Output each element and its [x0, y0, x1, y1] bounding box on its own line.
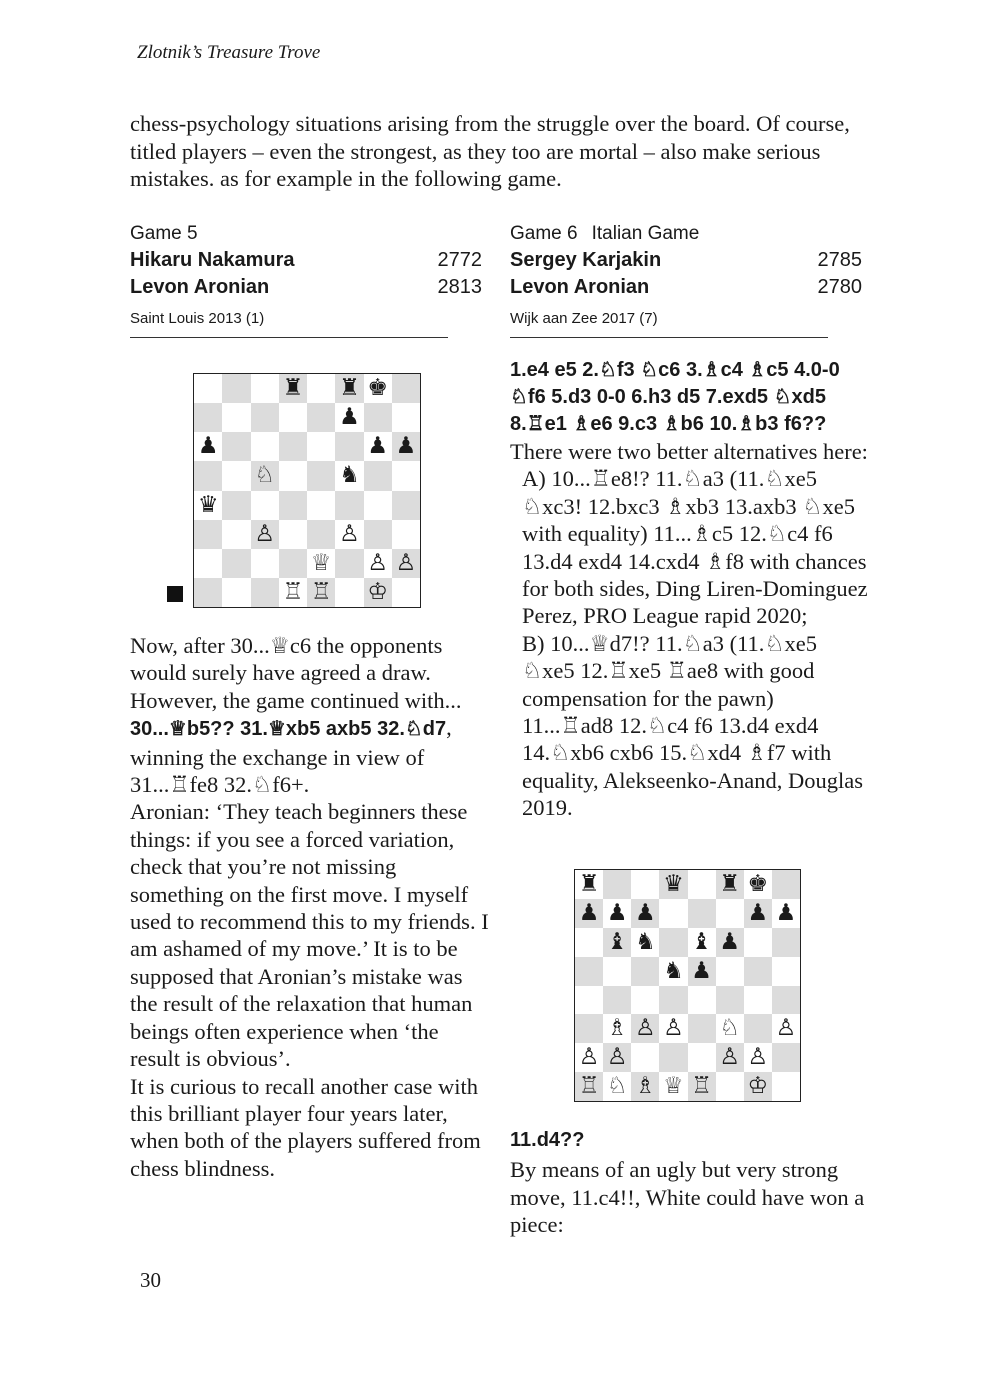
board-square — [575, 1014, 603, 1043]
board-square — [688, 1014, 716, 1043]
player-name: Sergey Karjakin — [510, 249, 662, 271]
commentary-move-line — [130, 714, 490, 798]
board-square — [222, 461, 250, 490]
game5-title: Game 5 — [130, 223, 198, 244]
board-square — [222, 520, 250, 549]
board-square — [392, 520, 420, 549]
game5-white-player — [130, 247, 482, 274]
board-square — [631, 1043, 659, 1072]
black-rook-icon: ♜ — [716, 870, 744, 899]
white-pawn-icon: ♙ — [392, 549, 420, 578]
board-square — [392, 374, 420, 403]
board-square — [688, 899, 716, 928]
page-number: 30 — [140, 1268, 161, 1292]
board-square — [194, 403, 222, 432]
board-square — [364, 520, 392, 549]
commentary-paragraph: It is curious to recall another case with this brilliant player four years later, when both of the players suffered from chess blindness. — [130, 1073, 481, 1181]
white-rook-icon: ♖ — [307, 578, 335, 607]
board-square — [222, 403, 250, 432]
white-knight-icon: ♘ — [716, 1014, 744, 1043]
player-name: Levon Aronian — [130, 276, 270, 298]
board-square — [392, 578, 420, 607]
board-square — [222, 374, 250, 403]
board-square — [194, 461, 222, 490]
player-rating: 2772 — [437, 249, 482, 271]
black-bishop-icon: ♝ — [603, 928, 631, 957]
white-bishop-icon: ♗ — [631, 1072, 659, 1101]
board-square — [631, 870, 659, 899]
black-pawn-icon: ♟ — [335, 403, 363, 432]
board-square — [279, 461, 307, 490]
white-pawn-icon: ♙ — [631, 1014, 659, 1043]
game5-commentary — [130, 632, 490, 1182]
white-pawn-icon: ♙ — [716, 1043, 744, 1072]
board-square — [194, 549, 222, 578]
commentary-paragraph: Now, after 30...♕c6 the opponents would surely have agreed a draw. However, the game continued with... — [130, 633, 462, 713]
board-square — [251, 374, 279, 403]
game6-move-11: 11.d4?? — [510, 1129, 585, 1151]
board-square — [688, 986, 716, 1015]
board-square — [335, 578, 363, 607]
black-bishop-icon: ♝ — [688, 928, 716, 957]
white-pawn-icon: ♙ — [335, 520, 363, 549]
game5-header — [130, 220, 482, 338]
board-square — [279, 520, 307, 549]
black-queen-icon: ♛ — [194, 491, 222, 520]
board-square — [716, 986, 744, 1015]
intro-paragraph: chess-psychology situations arising from the struggle over the board. Of course, titled players – even the strongest, as they too are mortal – also make serious mistakes. as for example in the following game. — [130, 111, 850, 191]
white-pawn-icon: ♙ — [744, 1043, 772, 1072]
board-square — [335, 549, 363, 578]
player-rating: 2785 — [817, 249, 862, 271]
board-square — [603, 986, 631, 1015]
board-square — [744, 986, 772, 1015]
board-square — [716, 957, 744, 986]
game6-commentary-continued — [510, 1127, 870, 1239]
board-square — [392, 491, 420, 520]
player-rating: 2780 — [817, 276, 862, 298]
board-square — [194, 578, 222, 607]
move-comment: , winning the exchange in view of 31...♖fe8 32.♘f6+. — [130, 715, 452, 798]
board-square — [251, 549, 279, 578]
white-pawn-icon: ♙ — [575, 1043, 603, 1072]
board-square — [744, 928, 772, 957]
black-pawn-icon: ♟ — [603, 899, 631, 928]
black-pawn-icon: ♟ — [575, 899, 603, 928]
board-square — [772, 870, 800, 899]
variation-b: B) 10...♕d7!? 11.♘a3 (11.♘xe5 ♘xe5 12.♖xe5 ♖ae8 with good compensation for the pawn) 11...♖ad8 12.♘c4 f6 13.d4 exd4 14.♘xb6 cxb6 15.♘xd4 ♗f7 with equality, Alekseenko-Anand, Douglas 2019. — [522, 630, 863, 821]
black-queen-icon: ♛ — [659, 870, 687, 899]
white-queen-icon: ♕ — [659, 1072, 687, 1101]
running-head: Zlotnik’s Treasure Trove — [137, 42, 321, 63]
chess-diagram-game6 — [574, 869, 801, 1102]
bold-moves: 30...♕b5?? 31.♕xb5 axb5 32.♘d7 — [130, 718, 447, 741]
board-square — [659, 928, 687, 957]
game6-opening: Italian Game — [591, 223, 700, 244]
board-square — [279, 403, 307, 432]
board-square — [772, 1043, 800, 1072]
board-square — [307, 374, 335, 403]
black-pawn-icon: ♟ — [688, 957, 716, 986]
board-square — [194, 520, 222, 549]
game6-header — [510, 220, 862, 338]
white-pawn-icon: ♙ — [251, 520, 279, 549]
game5-black-player — [130, 274, 482, 301]
board-square — [251, 403, 279, 432]
white-king-icon: ♔ — [744, 1072, 772, 1101]
board-square — [279, 491, 307, 520]
game6-venue: Wijk aan Zee 2017 (7) — [510, 309, 828, 338]
board-square — [307, 461, 335, 490]
board-square — [251, 491, 279, 520]
board-square — [307, 491, 335, 520]
board-square — [222, 578, 250, 607]
white-pawn-icon: ♙ — [772, 1014, 800, 1043]
board-square — [364, 491, 392, 520]
white-queen-icon: ♕ — [307, 549, 335, 578]
black-to-move-marker — [167, 586, 183, 602]
black-pawn-icon: ♟ — [716, 928, 744, 957]
board-square — [631, 986, 659, 1015]
board-square — [335, 432, 363, 461]
white-rook-icon: ♖ — [688, 1072, 716, 1101]
black-pawn-icon: ♟ — [194, 432, 222, 461]
black-rook-icon: ♜ — [575, 870, 603, 899]
black-knight-icon: ♞ — [659, 957, 687, 986]
board-square — [575, 957, 603, 986]
board-square — [772, 957, 800, 986]
board-square — [364, 403, 392, 432]
board-square — [575, 928, 603, 957]
black-king-icon: ♚ — [364, 374, 392, 403]
board-square — [744, 957, 772, 986]
board-square — [772, 1072, 800, 1101]
white-pawn-icon: ♙ — [603, 1043, 631, 1072]
board-square — [279, 549, 307, 578]
board-square — [659, 986, 687, 1015]
white-rook-icon: ♖ — [279, 578, 307, 607]
board-square — [716, 899, 744, 928]
board-square — [772, 928, 800, 957]
board-square — [194, 374, 222, 403]
white-knight-icon: ♘ — [251, 461, 279, 490]
player-name: Levon Aronian — [510, 276, 650, 298]
game6-number: Game 6 — [510, 223, 578, 244]
board-square — [603, 870, 631, 899]
game6-commentary — [510, 357, 870, 822]
board-square — [364, 461, 392, 490]
board-square — [688, 1043, 716, 1072]
commentary-paragraph: Aronian: ‘They teach beginners these things: if you see a forced variation, check that you’re not missing something on the first move. I myself used to recommend this to my friends. I am ashamed of my move.’ It is to be supposed that Aronian’s mistake was the result of the relaxation that human beings often experience when ‘the result is obvious’. — [130, 799, 489, 1072]
board-square — [392, 403, 420, 432]
board-square — [307, 520, 335, 549]
board-square — [307, 432, 335, 461]
board-square — [772, 986, 800, 1015]
white-pawn-icon: ♙ — [364, 549, 392, 578]
board-square — [603, 957, 631, 986]
board-square — [222, 491, 250, 520]
player-name: Hikaru Nakamura — [130, 249, 295, 271]
board-square — [575, 986, 603, 1015]
board-square — [688, 870, 716, 899]
black-rook-icon: ♜ — [335, 374, 363, 403]
game6-moves: 1.e4 e5 2.♘f3 ♘c6 3.♗c4 ♗c5 4.0-0 ♘f6 5.d3 0-0 6.h3 d5 7.exd5 ♘xd5 8.♖e1 ♗e6 9.c3 ♗b6 10.♗b3 f6?? — [510, 359, 840, 435]
black-knight-icon: ♞ — [335, 461, 363, 490]
player-rating: 2813 — [437, 276, 482, 298]
board-square — [251, 578, 279, 607]
board-square — [222, 549, 250, 578]
board-square — [307, 403, 335, 432]
commentary-paragraph: There were two better alternatives here: — [510, 439, 868, 464]
white-king-icon: ♔ — [364, 578, 392, 607]
board-square — [222, 432, 250, 461]
black-pawn-icon: ♟ — [364, 432, 392, 461]
black-pawn-icon: ♟ — [744, 899, 772, 928]
board-square — [279, 432, 307, 461]
black-knight-icon: ♞ — [631, 928, 659, 957]
board-square — [659, 1043, 687, 1072]
black-rook-icon: ♜ — [279, 374, 307, 403]
variation-a: A) 10...♖e8!? 11.♘a3 (11.♘xe5 ♘xc3! 12.bxc3 ♗xb3 13.axb3 ♘xe5 with equality) 11...♗c5 12.♘c4 f6 13.d4 exd4 14.cxd4 ♗f8 with chances for both sides, Ding Liren-Dominguez Perez, PRO League rapid 2020; — [522, 466, 868, 629]
black-pawn-icon: ♟ — [392, 432, 420, 461]
board-square — [392, 461, 420, 490]
black-king-icon: ♚ — [744, 870, 772, 899]
board-square — [335, 491, 363, 520]
white-pawn-icon: ♙ — [659, 1014, 687, 1043]
game6-black-player — [510, 274, 862, 301]
board-square — [631, 957, 659, 986]
white-rook-icon: ♖ — [575, 1072, 603, 1101]
board-square — [744, 1014, 772, 1043]
game5-venue: Saint Louis 2013 (1) — [130, 309, 448, 338]
chess-diagram-game5 — [193, 373, 421, 608]
white-knight-icon: ♘ — [603, 1072, 631, 1101]
game6-white-player — [510, 247, 862, 274]
board-square — [659, 899, 687, 928]
black-pawn-icon: ♟ — [772, 899, 800, 928]
white-bishop-icon: ♗ — [603, 1014, 631, 1043]
board-square — [716, 1072, 744, 1101]
commentary-paragraph: By means of an ugly but very strong move, 11.c4!!, White could have won a piece: — [510, 1157, 865, 1238]
board-square — [251, 432, 279, 461]
black-pawn-icon: ♟ — [631, 899, 659, 928]
game6-title — [510, 220, 862, 247]
